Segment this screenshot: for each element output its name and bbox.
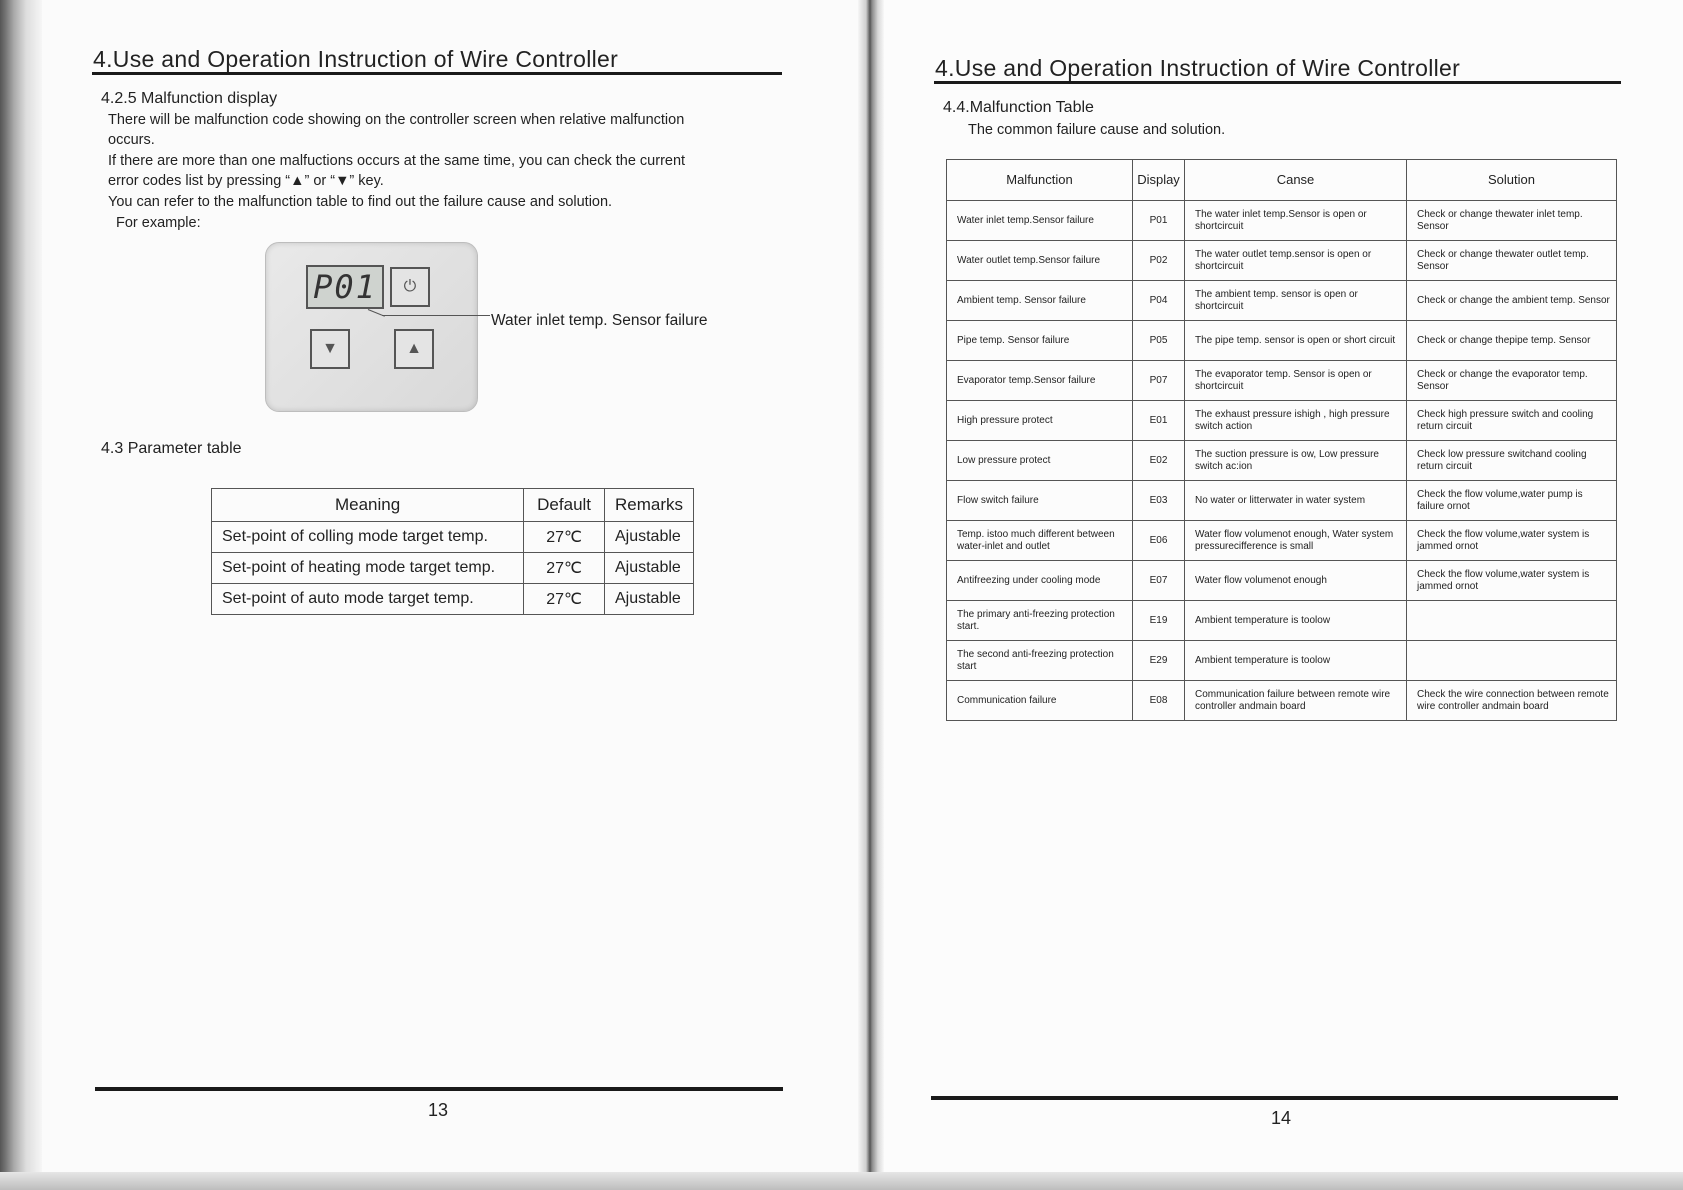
parameter-table — [211, 488, 694, 615]
display-code-cell: E06 — [1133, 521, 1185, 561]
table-row — [947, 601, 1617, 641]
paragraph-1-line-1: There will be malfunction code showing on the controller screen when relative malfunction — [108, 112, 685, 128]
callout-leader-line — [382, 315, 490, 316]
cause-cell: The exhaust pressure ishigh , high pressure switch action — [1185, 401, 1407, 441]
malfunction-display-heading: 4.2.5 Malfunction display — [101, 90, 278, 107]
cause-cell: Ambient temperature is toolow — [1185, 601, 1407, 641]
header-display: Display — [1133, 160, 1185, 201]
display-code-cell: E02 — [1133, 441, 1185, 481]
malfunction-cell: Water inlet temp.Sensor failure — [947, 201, 1133, 241]
display-code-cell: P01 — [1133, 201, 1185, 241]
display-code-cell: E03 — [1133, 481, 1185, 521]
header-cause: Canse — [1185, 160, 1407, 201]
param-default: 27℃ — [524, 584, 605, 615]
table-row — [947, 401, 1617, 441]
param-default: 27℃ — [524, 553, 605, 584]
cause-cell: The suction pressure is ow, Low pressure switch ac:ion — [1185, 441, 1407, 481]
wire-controller-illustration — [265, 242, 478, 412]
header-solution: Solution — [1407, 160, 1617, 201]
table-row — [947, 561, 1617, 601]
display-code-cell: P07 — [1133, 361, 1185, 401]
solution-cell: Check the flow volume,water pump is failure ornot — [1407, 481, 1617, 521]
display-code-cell: E29 — [1133, 641, 1185, 681]
cause-cell: The ambient temp. sensor is open or shortcircuit — [1185, 281, 1407, 321]
display-code-cell: E19 — [1133, 601, 1185, 641]
table-row — [947, 521, 1617, 561]
table-row — [212, 522, 694, 553]
paragraph-3: You can refer to the malfunction table to find out the failure cause and solution. — [108, 194, 613, 210]
up-arrow-icon: ▲ — [394, 329, 434, 369]
table-row — [947, 241, 1617, 281]
malfunction-cell: Antifreezing under cooling mode — [947, 561, 1133, 601]
malfunction-cell: Communication failure — [947, 681, 1133, 721]
malfunction-cell: Pipe temp. Sensor failure — [947, 321, 1133, 361]
left-footer-rule — [95, 1087, 783, 1091]
solution-cell: Check the flow volume,water system is jammed ornot — [1407, 521, 1617, 561]
table-row — [947, 641, 1617, 681]
malfunction-cell: The second anti-freezing protection start — [947, 641, 1133, 681]
param-header-remarks: Remarks — [604, 489, 693, 522]
malfunction-table-heading: 4.4.Malfunction Table — [943, 99, 1094, 116]
power-icon: ⏻ — [390, 267, 430, 307]
param-header-meaning: Meaning — [212, 489, 524, 522]
table-row — [947, 201, 1617, 241]
solution-cell: Check or change the evaporator temp. Sensor — [1407, 361, 1617, 401]
solution-cell: Check the flow volume,water system is jammed ornot — [1407, 561, 1617, 601]
right-title-rule — [934, 81, 1621, 84]
solution-cell — [1407, 641, 1617, 681]
malfunction-cell: Evaporator temp.Sensor failure — [947, 361, 1133, 401]
malfunction-cell: Low pressure protect — [947, 441, 1133, 481]
table-row — [947, 321, 1617, 361]
param-meaning: Set-point of auto mode target temp. — [212, 584, 524, 615]
book-left-edge — [0, 0, 42, 1180]
lcd-display: P01 — [306, 265, 384, 309]
left-page-number: 13 — [428, 1100, 449, 1120]
malfunction-table-header — [947, 160, 1617, 201]
table-row — [947, 481, 1617, 521]
malfunction-table-subtitle: The common failure cause and solution. — [968, 122, 1226, 138]
table-row — [947, 681, 1617, 721]
cause-cell: The water outlet temp.sensor is open or shortcircuit — [1185, 241, 1407, 281]
malfunction-cell: Ambient temp. Sensor failure — [947, 281, 1133, 321]
malfunction-cell: Temp. istoo much different between water-inlet and outlet — [947, 521, 1133, 561]
solution-cell: Check low pressure switchand cooling return circuit — [1407, 441, 1617, 481]
cause-cell: No water or litterwater in water system — [1185, 481, 1407, 521]
param-default: 27℃ — [524, 522, 605, 553]
paragraph-1-line-2: occurs. — [108, 132, 155, 148]
parameter-table-header — [212, 489, 694, 522]
cause-cell: The water inlet temp.Sensor is open or shortcircuit — [1185, 201, 1407, 241]
header-malfunction: Malfunction — [947, 160, 1133, 201]
param-remarks: Ajustable — [604, 584, 693, 615]
left-title-rule — [92, 72, 782, 75]
cause-cell: The evaporator temp. Sensor is open or shortcircuit — [1185, 361, 1407, 401]
display-code-cell: E01 — [1133, 401, 1185, 441]
display-code-cell: P05 — [1133, 321, 1185, 361]
controller-callout-label: Water inlet temp. Sensor failure — [491, 312, 708, 329]
cause-cell: Ambient temperature is toolow — [1185, 641, 1407, 681]
solution-cell: Check high pressure switch and cooling return circuit — [1407, 401, 1617, 441]
table-row — [947, 361, 1617, 401]
solution-cell — [1407, 601, 1617, 641]
solution-cell: Check or change the ambient temp. Sensor — [1407, 281, 1617, 321]
table-row — [947, 441, 1617, 481]
cause-cell: Communication failure between remote wire controller andmain board — [1185, 681, 1407, 721]
paragraph-2-line-2: error codes list by pressing “▲” or “▼” key. — [108, 173, 384, 189]
param-meaning: Set-point of colling mode target temp. — [212, 522, 524, 553]
param-remarks: Ajustable — [604, 553, 693, 584]
display-code-cell: P04 — [1133, 281, 1185, 321]
cause-cell: Water flow volumenot enough, Water system pressurecifference is small — [1185, 521, 1407, 561]
book-spine — [858, 0, 884, 1180]
paragraph-2-line-1: If there are more than one malfuctions occurs at the same time, you can check the current — [108, 153, 686, 169]
malfunction-cell: High pressure protect — [947, 401, 1133, 441]
table-row — [947, 281, 1617, 321]
cause-cell: The pipe temp. sensor is open or short circuit — [1185, 321, 1407, 361]
solution-cell: Check or change thepipe temp. Sensor — [1407, 321, 1617, 361]
display-code-cell: E07 — [1133, 561, 1185, 601]
right-page-title: 4.Use and Operation Instruction of Wire Controller — [935, 55, 1461, 81]
book-bottom-edge — [0, 1172, 1683, 1190]
malfunction-cell: The primary anti-freezing protection start. — [947, 601, 1133, 641]
display-code-cell: E08 — [1133, 681, 1185, 721]
down-arrow-icon: ▼ — [310, 329, 350, 369]
solution-cell: Check the wire connection between remote wire controller andmain board — [1407, 681, 1617, 721]
malfunction-table — [946, 159, 1617, 721]
table-row — [212, 584, 694, 615]
example-label: For example: — [116, 215, 201, 231]
display-code-cell: P02 — [1133, 241, 1185, 281]
parameter-table-heading: 4.3 Parameter table — [101, 440, 242, 457]
param-meaning: Set-point of heating mode target temp. — [212, 553, 524, 584]
param-remarks: Ajustable — [604, 522, 693, 553]
solution-cell: Check or change thewater outlet temp. Sensor — [1407, 241, 1617, 281]
left-page-title: 4.Use and Operation Instruction of Wire Controller — [93, 46, 619, 72]
malfunction-cell: Water outlet temp.Sensor failure — [947, 241, 1133, 281]
table-row — [212, 553, 694, 584]
cause-cell: Water flow volumenot enough — [1185, 561, 1407, 601]
malfunction-cell: Flow switch failure — [947, 481, 1133, 521]
solution-cell: Check or change thewater inlet temp. Sensor — [1407, 201, 1617, 241]
right-footer-rule — [931, 1096, 1618, 1100]
right-page-number: 14 — [1271, 1108, 1292, 1128]
param-header-default: Default — [524, 489, 605, 522]
